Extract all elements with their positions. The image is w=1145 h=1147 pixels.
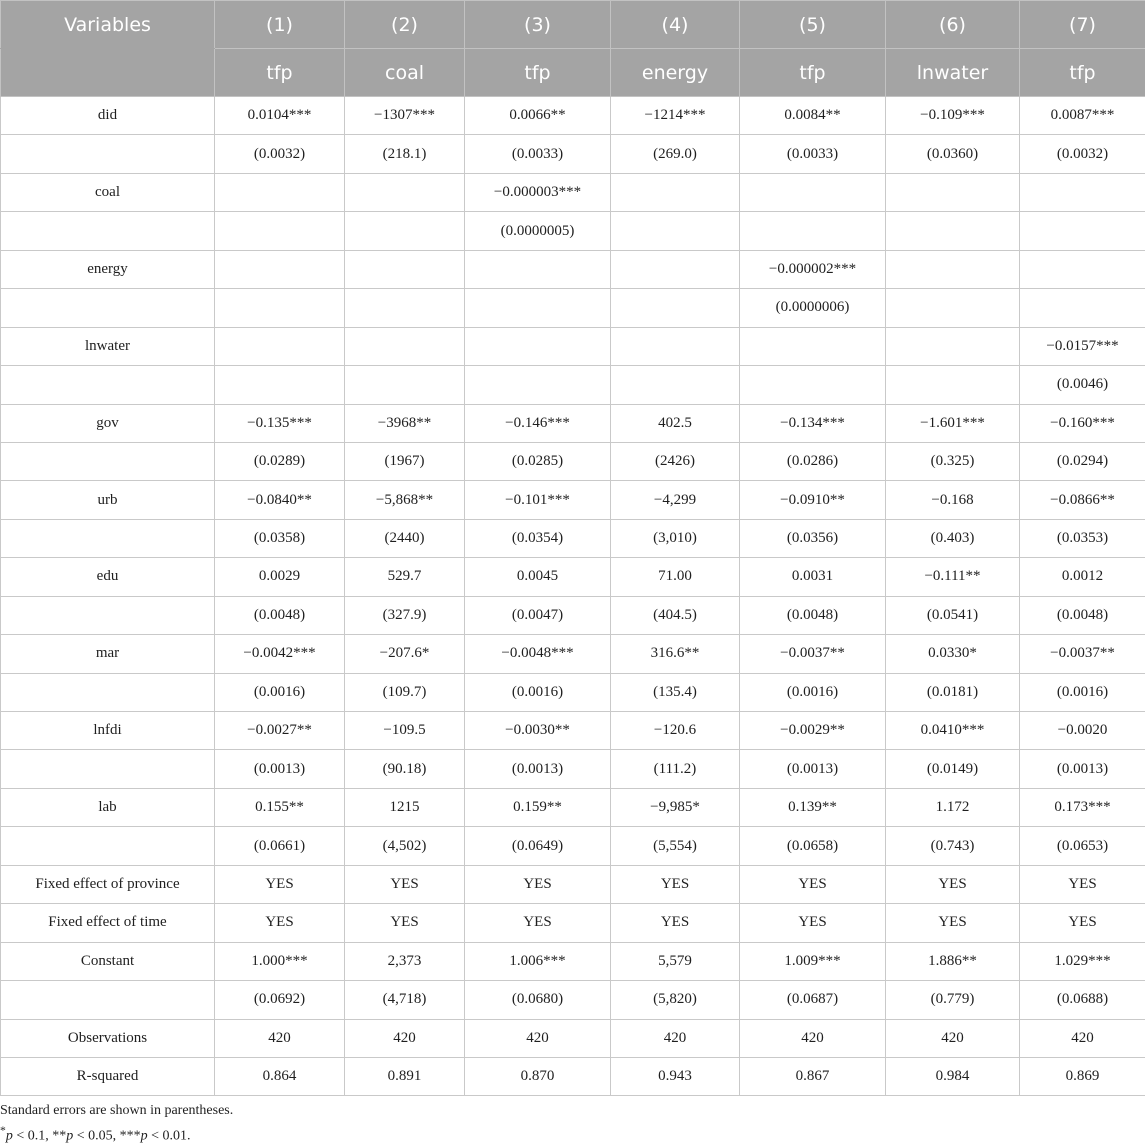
table-cell: (0.0032)	[1020, 135, 1145, 173]
table-cell	[215, 327, 345, 365]
table-cell: 402.5	[611, 404, 740, 442]
table-cell: −0.109***	[886, 97, 1020, 135]
table-notes	[0, 1101, 233, 1147]
table-cell: 420	[740, 1019, 886, 1057]
table-cell: −0.0027**	[215, 712, 345, 750]
table-row	[1, 635, 1145, 673]
table-cell: 0.0045	[465, 558, 611, 596]
row-label: coal	[1, 173, 215, 211]
table-cell: (3,010)	[611, 519, 740, 557]
table-row	[1, 97, 1145, 135]
column-number: (1)	[215, 1, 345, 49]
table-cell: (0.0016)	[465, 673, 611, 711]
row-label: Constant	[1, 942, 215, 980]
table-cell: YES	[345, 904, 465, 942]
table-cell: 0.159**	[465, 788, 611, 826]
table-cell	[1020, 289, 1145, 327]
table-cell: 0.0087***	[1020, 97, 1145, 135]
table-cell: 0.155**	[215, 788, 345, 826]
table-row	[1, 1057, 1145, 1095]
table-cell	[740, 173, 886, 211]
table-cell: −207.6*	[345, 635, 465, 673]
table-cell: (109.7)	[345, 673, 465, 711]
table-cell: 0.984	[886, 1057, 1020, 1095]
table-row	[1, 712, 1145, 750]
dependent-variable-header: tfp	[215, 49, 345, 97]
table-cell: (2440)	[345, 519, 465, 557]
table-cell: (4,718)	[345, 981, 465, 1019]
table-cell: (1967)	[345, 442, 465, 480]
table-cell: 0.0330*	[886, 635, 1020, 673]
variables-header-spacer	[1, 49, 215, 97]
table-cell: (0.0013)	[465, 750, 611, 788]
table-cell: (0.0687)	[740, 981, 886, 1019]
table-cell: YES	[886, 865, 1020, 903]
table-cell: 1.009***	[740, 942, 886, 980]
table-cell: −0.134***	[740, 404, 886, 442]
table-cell: (4,502)	[345, 827, 465, 865]
table-cell: (0.0356)	[740, 519, 886, 557]
row-label: Fixed effect of time	[1, 904, 215, 942]
table-cell: −0.101***	[465, 481, 611, 519]
table-row	[1, 1019, 1145, 1057]
row-label	[1, 750, 215, 788]
table-cell: 0.943	[611, 1057, 740, 1095]
table-cell	[345, 250, 465, 288]
table-cell: (0.0649)	[465, 827, 611, 865]
table-cell: (0.0181)	[886, 673, 1020, 711]
dependent-variable-header: energy	[611, 49, 740, 97]
table-cell: (269.0)	[611, 135, 740, 173]
table-cell	[345, 289, 465, 327]
table-cell: (218.1)	[345, 135, 465, 173]
column-number: (4)	[611, 1, 740, 49]
header-row-numbers	[1, 1, 1145, 49]
table-cell	[465, 289, 611, 327]
table-cell	[611, 173, 740, 211]
dependent-variable-header: tfp	[465, 49, 611, 97]
table-cell	[611, 366, 740, 404]
table-cell: YES	[886, 904, 1020, 942]
row-label	[1, 596, 215, 634]
table-cell	[740, 366, 886, 404]
table-row	[1, 981, 1145, 1019]
row-label	[1, 442, 215, 480]
table-cell: 0.864	[215, 1057, 345, 1095]
table-cell: −0.0157***	[1020, 327, 1145, 365]
table-cell: −0.160***	[1020, 404, 1145, 442]
table-cell	[740, 212, 886, 250]
table-cell	[886, 250, 1020, 288]
table-cell: YES	[465, 904, 611, 942]
table-cell: (0.0360)	[886, 135, 1020, 173]
column-number: (5)	[740, 1, 886, 49]
table-cell: (404.5)	[611, 596, 740, 634]
table-row	[1, 481, 1145, 519]
table-cell: 0.870	[465, 1057, 611, 1095]
table-cell: (327.9)	[345, 596, 465, 634]
table-cell: (0.0658)	[740, 827, 886, 865]
table-cell: YES	[1020, 904, 1145, 942]
dependent-variable-header: lnwater	[886, 49, 1020, 97]
table-cell	[886, 327, 1020, 365]
table-cell: 1.000***	[215, 942, 345, 980]
table-cell: YES	[215, 865, 345, 903]
table-row	[1, 250, 1145, 288]
table-cell: (0.0013)	[740, 750, 886, 788]
row-label	[1, 212, 215, 250]
header-row-dependent-variables	[1, 49, 1145, 97]
table-cell: (0.0048)	[1020, 596, 1145, 634]
table-row	[1, 135, 1145, 173]
table-cell: (0.0294)	[1020, 442, 1145, 480]
table-cell	[465, 366, 611, 404]
table-row	[1, 673, 1145, 711]
table-cell: 0.173***	[1020, 788, 1145, 826]
table-cell: (0.0016)	[215, 673, 345, 711]
table-cell: (0.0541)	[886, 596, 1020, 634]
table-cell: (0.0358)	[215, 519, 345, 557]
table-cell: (2426)	[611, 442, 740, 480]
table-cell	[215, 173, 345, 211]
table-cell: (0.0000005)	[465, 212, 611, 250]
table-cell: 0.891	[345, 1057, 465, 1095]
table-cell: (0.0653)	[1020, 827, 1145, 865]
table-cell: (0.0149)	[886, 750, 1020, 788]
row-label: Fixed effect of province	[1, 865, 215, 903]
table-cell: −0.146***	[465, 404, 611, 442]
table-cell: 1.886**	[886, 942, 1020, 980]
row-label: did	[1, 97, 215, 135]
table-cell: 529.7	[345, 558, 465, 596]
table-cell: −0.111**	[886, 558, 1020, 596]
table-cell: (0.0000006)	[740, 289, 886, 327]
table-cell	[345, 366, 465, 404]
table-cell: −0.0037**	[1020, 635, 1145, 673]
table-cell: −0.0910**	[740, 481, 886, 519]
table-cell	[1020, 173, 1145, 211]
table-cell	[215, 366, 345, 404]
table-cell: (0.0285)	[465, 442, 611, 480]
table-cell: (0.0048)	[740, 596, 886, 634]
row-label: lnwater	[1, 327, 215, 365]
table-cell	[886, 366, 1020, 404]
table-cell: 420	[215, 1019, 345, 1057]
table-row	[1, 289, 1145, 327]
table-cell: YES	[345, 865, 465, 903]
table-cell: −120.6	[611, 712, 740, 750]
table-cell: (0.0033)	[740, 135, 886, 173]
table-cell: −0.000003***	[465, 173, 611, 211]
table-cell: YES	[215, 904, 345, 942]
table-cell	[611, 212, 740, 250]
table-cell: (0.0661)	[215, 827, 345, 865]
notes-standard-errors: Standard errors are shown in parentheses.	[0, 1101, 233, 1121]
table-cell: −0.0020	[1020, 712, 1145, 750]
table-cell: −5,868**	[345, 481, 465, 519]
table-cell	[886, 173, 1020, 211]
table-cell: 0.869	[1020, 1057, 1145, 1095]
table-cell: YES	[611, 904, 740, 942]
table-cell: −0.135***	[215, 404, 345, 442]
row-label: edu	[1, 558, 215, 596]
table-cell	[886, 289, 1020, 327]
table-cell: (0.0354)	[465, 519, 611, 557]
table-row	[1, 788, 1145, 826]
row-label	[1, 981, 215, 1019]
table-cell: (5,554)	[611, 827, 740, 865]
table-cell: 5,579	[611, 942, 740, 980]
table-cell	[215, 250, 345, 288]
row-label: urb	[1, 481, 215, 519]
table-cell: 0.0031	[740, 558, 886, 596]
table-cell: 0.0066**	[465, 97, 611, 135]
table-cell: −0.0840**	[215, 481, 345, 519]
table-cell: 420	[611, 1019, 740, 1057]
table-cell: (0.0688)	[1020, 981, 1145, 1019]
table-cell: (0.0013)	[215, 750, 345, 788]
table-cell	[611, 327, 740, 365]
table-cell: 420	[465, 1019, 611, 1057]
table-cell: 0.0104***	[215, 97, 345, 135]
table-row	[1, 942, 1145, 980]
table-cell: 420	[1020, 1019, 1145, 1057]
table-cell: 420	[345, 1019, 465, 1057]
table-cell: 2,373	[345, 942, 465, 980]
table-row	[1, 904, 1145, 942]
table-body	[1, 97, 1145, 1096]
dependent-variable-header: tfp	[740, 49, 886, 97]
table-cell: −0.0029**	[740, 712, 886, 750]
table-row	[1, 827, 1145, 865]
table-row	[1, 558, 1145, 596]
table-cell: (0.325)	[886, 442, 1020, 480]
column-number: (7)	[1020, 1, 1145, 49]
table-cell: (0.0692)	[215, 981, 345, 1019]
table-cell: 1.172	[886, 788, 1020, 826]
table-cell: (0.0033)	[465, 135, 611, 173]
table-cell: YES	[1020, 865, 1145, 903]
table-cell: −4,299	[611, 481, 740, 519]
table-row	[1, 173, 1145, 211]
table-cell: YES	[740, 904, 886, 942]
table-cell: (0.0289)	[215, 442, 345, 480]
table-cell: YES	[465, 865, 611, 903]
row-label	[1, 827, 215, 865]
row-label: gov	[1, 404, 215, 442]
table-cell: (0.0680)	[465, 981, 611, 1019]
table-row	[1, 404, 1145, 442]
table-row	[1, 442, 1145, 480]
table-cell	[611, 289, 740, 327]
row-label: lnfdi	[1, 712, 215, 750]
table-cell	[611, 250, 740, 288]
table-cell: 0.0084**	[740, 97, 886, 135]
column-number: (3)	[465, 1, 611, 49]
row-label: Observations	[1, 1019, 215, 1057]
table-row	[1, 596, 1145, 634]
table-cell: 1.006***	[465, 942, 611, 980]
table-cell	[345, 173, 465, 211]
row-label	[1, 135, 215, 173]
table-cell: 0.867	[740, 1057, 886, 1095]
table-row	[1, 519, 1145, 557]
notes-significance-levels: *p < 0.1, **p < 0.05, ***p < 0.01.	[0, 1121, 233, 1147]
table-cell: (0.0286)	[740, 442, 886, 480]
table-cell: −3968**	[345, 404, 465, 442]
table-cell: −0.0030**	[465, 712, 611, 750]
table-cell: −9,985*	[611, 788, 740, 826]
table-cell: (0.0013)	[1020, 750, 1145, 788]
dependent-variable-header: tfp	[1020, 49, 1145, 97]
row-label: energy	[1, 250, 215, 288]
table-cell	[215, 212, 345, 250]
table-cell: (0.0048)	[215, 596, 345, 634]
table-cell: −1214***	[611, 97, 740, 135]
table-cell: −0.0048***	[465, 635, 611, 673]
table-cell	[215, 289, 345, 327]
column-number: (2)	[345, 1, 465, 49]
table-cell	[1020, 250, 1145, 288]
column-number: (6)	[886, 1, 1020, 49]
table-cell: (0.743)	[886, 827, 1020, 865]
table-header	[1, 1, 1145, 97]
table-cell: 316.6**	[611, 635, 740, 673]
table-cell: −1307***	[345, 97, 465, 135]
table-cell	[345, 212, 465, 250]
table-cell	[465, 327, 611, 365]
table-cell: (135.4)	[611, 673, 740, 711]
table-cell: (5,820)	[611, 981, 740, 1019]
table-cell: 0.0029	[215, 558, 345, 596]
table-cell: −0.0866**	[1020, 481, 1145, 519]
table-row	[1, 366, 1145, 404]
table-row	[1, 327, 1145, 365]
dependent-variable-header: coal	[345, 49, 465, 97]
table-cell: 71.00	[611, 558, 740, 596]
table-cell: −0.000002***	[740, 250, 886, 288]
table-cell: (0.403)	[886, 519, 1020, 557]
table-cell	[345, 327, 465, 365]
row-label	[1, 289, 215, 327]
row-label	[1, 519, 215, 557]
table-cell: 0.0410***	[886, 712, 1020, 750]
row-label: mar	[1, 635, 215, 673]
table-cell	[465, 250, 611, 288]
table-cell	[886, 212, 1020, 250]
table-cell: −0.168	[886, 481, 1020, 519]
row-label	[1, 673, 215, 711]
table-cell: (0.0032)	[215, 135, 345, 173]
table-row	[1, 750, 1145, 788]
table-cell	[1020, 212, 1145, 250]
table-cell: 0.0012	[1020, 558, 1145, 596]
table-cell: (0.0353)	[1020, 519, 1145, 557]
variables-header: Variables	[1, 1, 215, 49]
table-cell: −1.601***	[886, 404, 1020, 442]
table-cell: (0.0016)	[740, 673, 886, 711]
table-cell: 1215	[345, 788, 465, 826]
table-cell: (0.779)	[886, 981, 1020, 1019]
table-cell: −109.5	[345, 712, 465, 750]
table-cell: (90.18)	[345, 750, 465, 788]
table-cell: 0.139**	[740, 788, 886, 826]
table-cell: (0.0046)	[1020, 366, 1145, 404]
table-cell: (111.2)	[611, 750, 740, 788]
table-cell: −0.0037**	[740, 635, 886, 673]
table-cell: YES	[611, 865, 740, 903]
table-row	[1, 865, 1145, 903]
table-cell: YES	[740, 865, 886, 903]
row-label	[1, 366, 215, 404]
table-cell: −0.0042***	[215, 635, 345, 673]
table-cell: (0.0016)	[1020, 673, 1145, 711]
table-cell: 1.029***	[1020, 942, 1145, 980]
table-row	[1, 212, 1145, 250]
table-cell: 420	[886, 1019, 1020, 1057]
row-label: lab	[1, 788, 215, 826]
table-cell: (0.0047)	[465, 596, 611, 634]
table-cell	[740, 327, 886, 365]
row-label: R-squared	[1, 1057, 215, 1095]
